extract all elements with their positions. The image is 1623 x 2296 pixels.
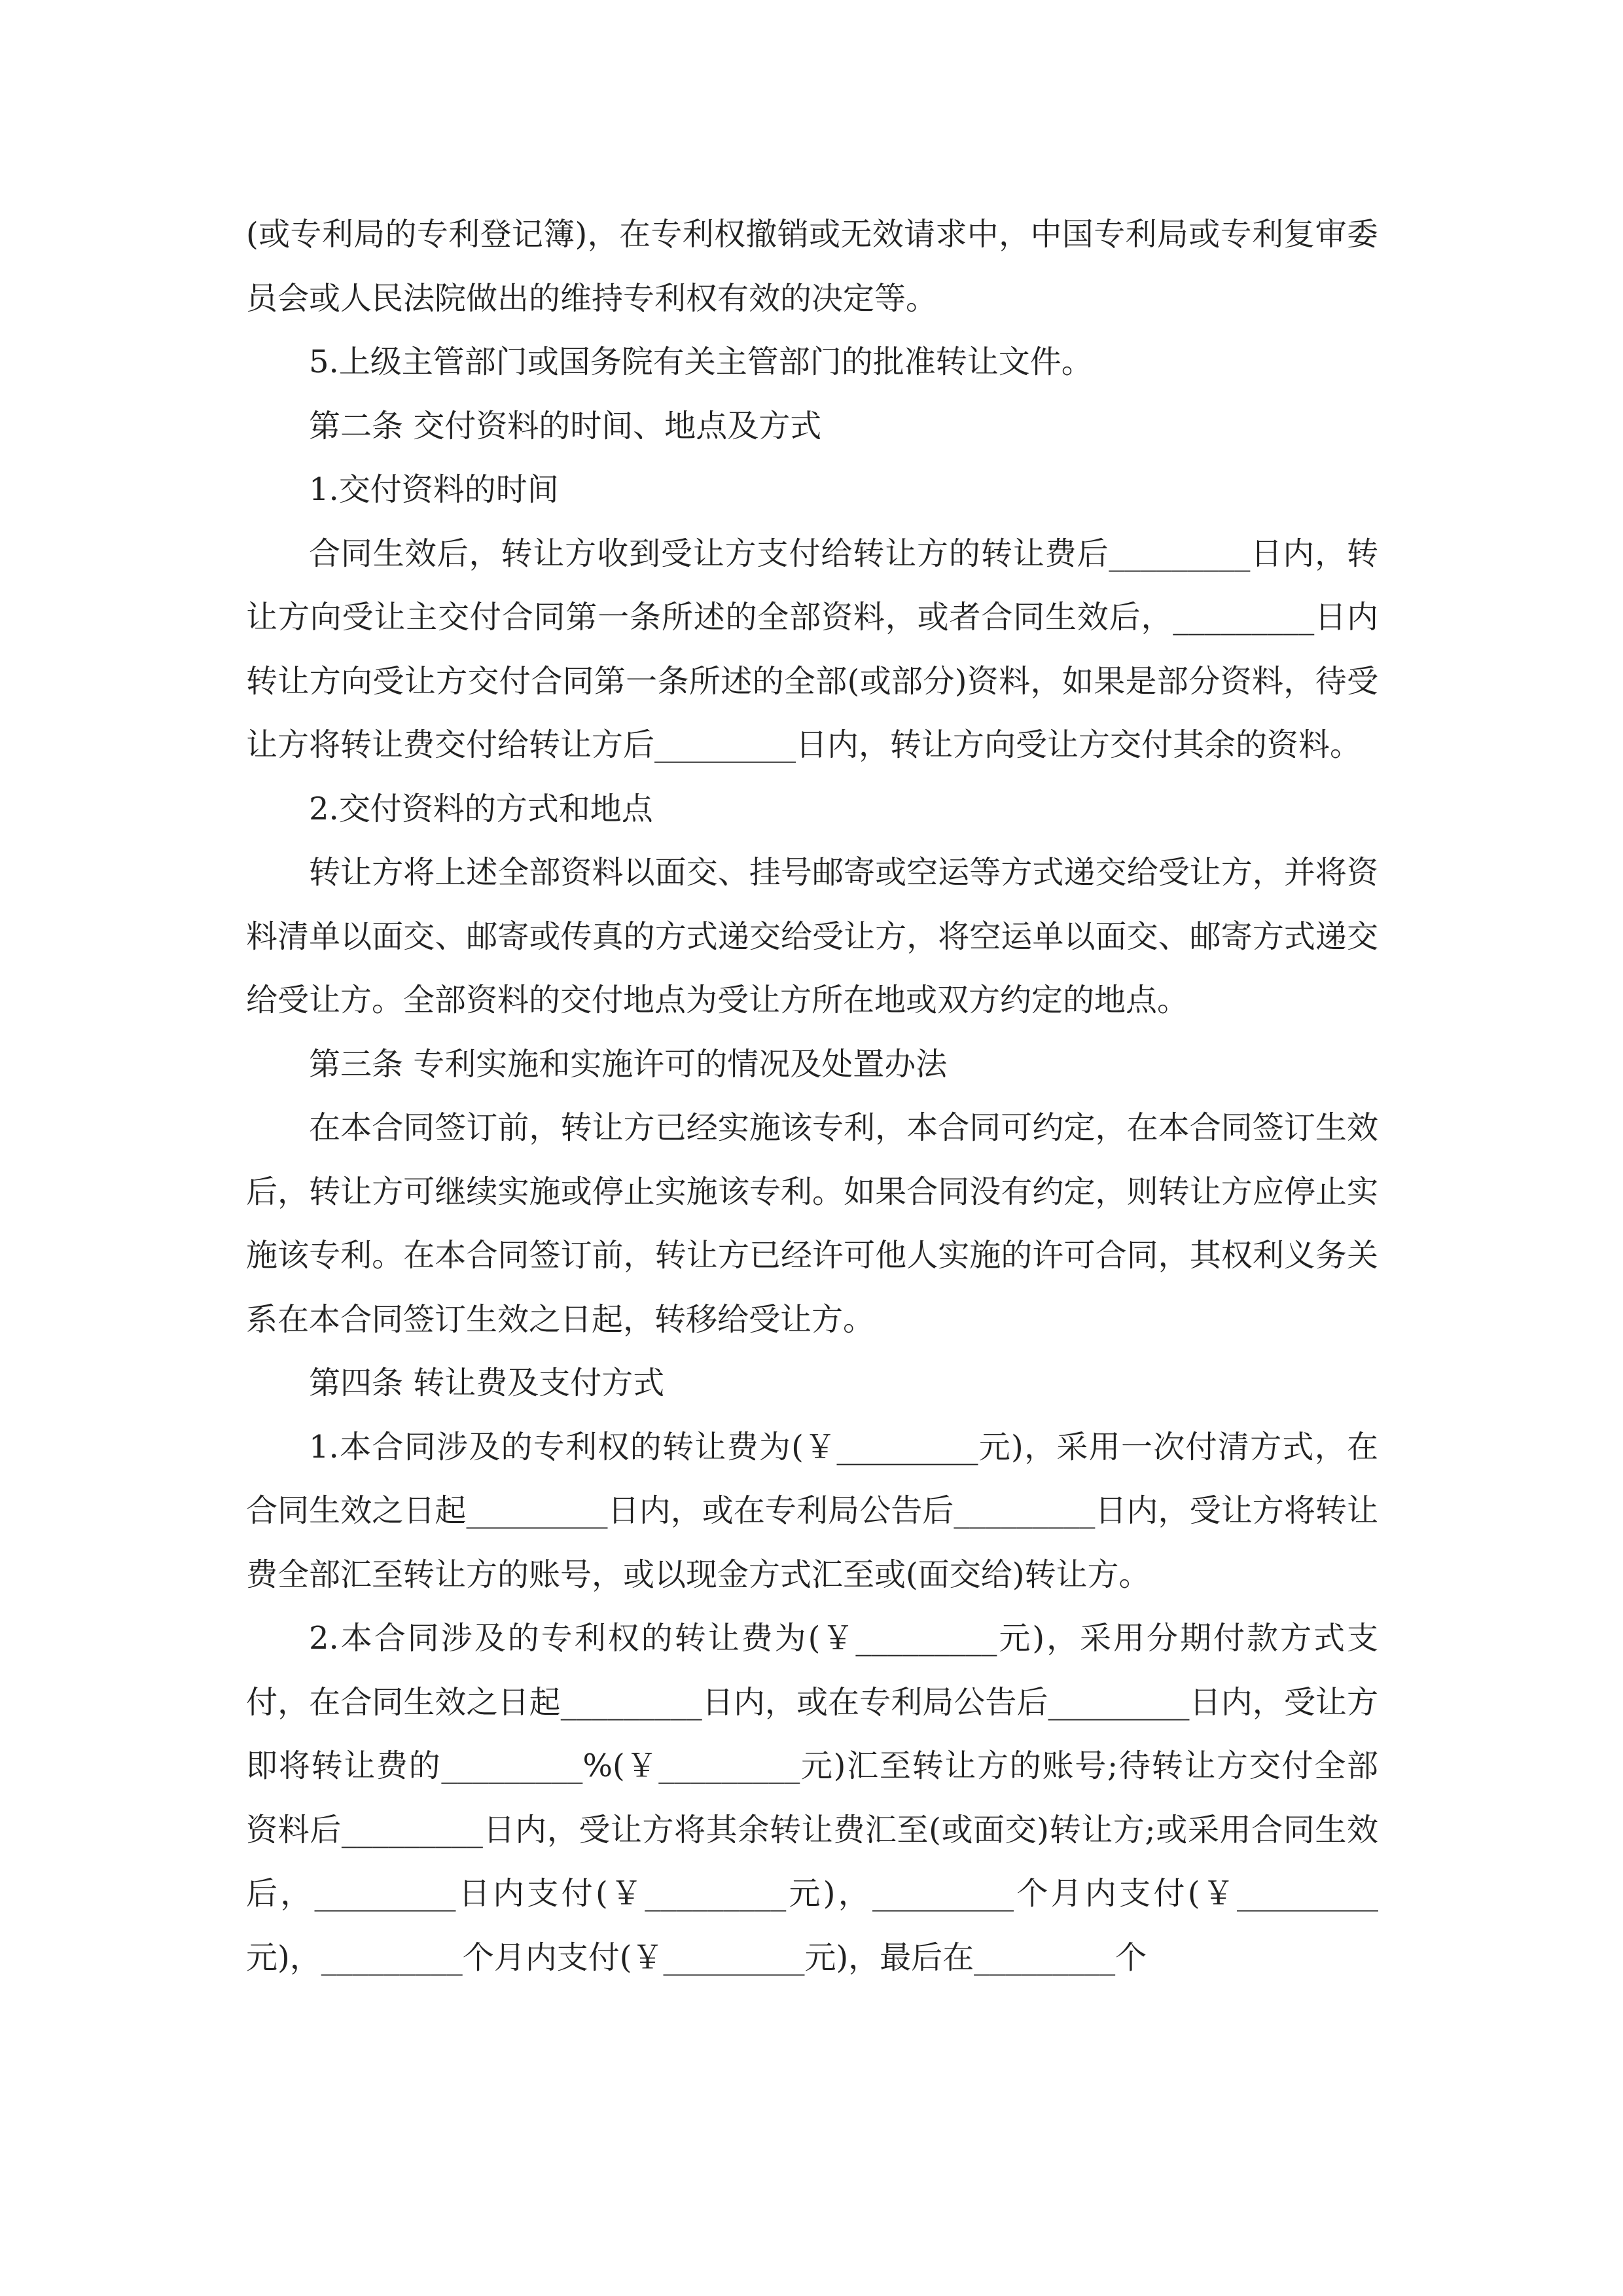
- paragraph-5: 合同生效后，转让方收到受让方支付给转让方的转让费后_________日内，转让方向受让主交付合同第一条所述的全部资料，或者合同生效后，_________日内转让方向受让方交付合同第一条所述的全部(或部分)资料，如果是部分资料，待受让方将转让费交付给转让方后_________日内，转让方向受让方交付其余的资料。: [246, 535, 1378, 763]
- paragraph-1: (或专利局的专利登记簿)，在专利权撤销或无效请求中，中国专利局或专利复审委员会或人民法院做出的维持专利权有效的决定等。: [246, 216, 1378, 317]
- paragraph-11: 1.本合同涉及的专利权的转让费为(￥_________元)，采用一次付清方式，在合同生效之日起_________日内，或在专利局公告后_________日内，受让方将转让费全部汇至转让方的账号，或以现金方式汇至或(面交给)转让方。: [246, 1428, 1378, 1593]
- paragraph-12: 2.本合同涉及的专利权的转让费为(￥_________元)，采用分期付款方式支付，在合同生效之日起_________日内，或在专利局公告后_________日内，受让方即将转让费的_________%(￥_________元)汇至转让方的账号;待转让方交付全部资料后_________日内，受让方将其余转让费汇至(或面交)转让方;或采用合同生效后，_________日内支付(￥_________元)，_________个月内支付(￥_________元)，_________个月内支付(￥_________元)，最后在_________个: [246, 1620, 1378, 1976]
- article-2-heading: 第二条 交付资料的时间、地点及方式: [309, 407, 822, 444]
- paragraph-2: 5.上级主管部门或国务院有关主管部门的批准转让文件。: [309, 344, 1093, 380]
- document-body: [246, 203, 1378, 1990]
- paragraph-7: 转让方将上述全部资料以面交、挂号邮寄或空运等方式递交给受让方，并将资料清单以面交、邮寄或传真的方式递交给受让方，将空运单以面交、邮寄方式递交给受让方。全部资料的交付地点为受让方所在地或双方约定的地点。: [246, 854, 1378, 1018]
- article-3-heading: 第三条 专利实施和实施许可的情况及处置办法: [309, 1045, 948, 1083]
- article-4-heading: 第四条 转让费及支付方式: [309, 1365, 665, 1401]
- paragraph-6: 2.交付资料的方式和地点: [309, 790, 653, 827]
- paragraph-4: 1.交付资料的时间: [309, 471, 559, 508]
- paragraph-9: 在本合同签订前，转让方已经实施该专利，本合同可约定，在本合同签订生效后，转让方可继续实施或停止实施该专利。如果合同没有约定，则转让方应停止实施该专利。在本合同签订前，转让方已经许可他人实施的许可合同，其权利义务关系在本合同签订生效之日起，转移给受让方。: [246, 1109, 1378, 1338]
